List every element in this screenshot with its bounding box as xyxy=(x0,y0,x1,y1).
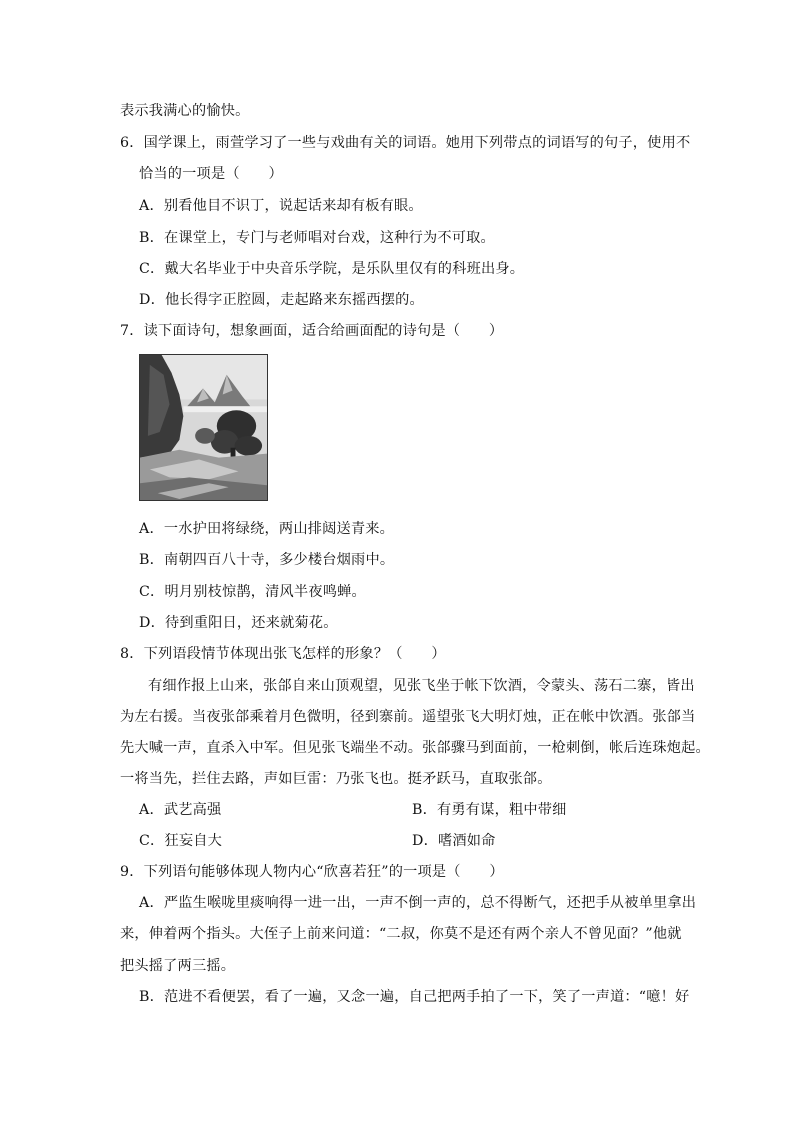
question-7-stem: 7．读下面诗句，想象画面，适合给画面配的诗句是（ ） xyxy=(120,323,504,339)
passage-line-2: 为左右援。当夜张郃乘着月色微明，径到寨前。遥望张飞大明灯烛，正在帐中饮酒。张郃当 xyxy=(120,709,696,725)
question-6-stem: 6．国学课上，雨萱学习了一些与戏曲有关的词语。她用下列带点的词语写的句子，使用不 xyxy=(120,135,691,151)
passage-line-3: 先大喊一声，直杀入中军。但见张飞端坐不动。张郃骤马到面前，一枪刺倒，帐后连珠炮起。 xyxy=(120,740,710,756)
question-9-stem: 9．下列语句能够体现人物内心“欣喜若狂”的一项是（ ） xyxy=(120,864,504,880)
question-6-option-a: A．别看他目不识丁，说起话来却有板有眼。 xyxy=(139,198,423,214)
question-6-stem-cont: 恰当的一项是（ ） xyxy=(139,166,283,182)
question-8-option-d: D．嗜酒如命 xyxy=(412,833,496,849)
question-6-option-b: B．在课堂上，专门与老师唱对台戏，这种行为不可取。 xyxy=(139,230,495,246)
question-8-stem: 8．下列语段情节体现出张飞怎样的形象？（ ） xyxy=(120,646,446,662)
passage-line-4: 一将当先，拦住去路，声如巨雷：乃张飞也。挺矛跃马，直取张郃。 xyxy=(120,771,552,787)
question-7-option-d: D．待到重阳日，还来就菊花。 xyxy=(139,615,338,631)
passage-line-1: 有细作报上山来，张郃自来山顶观望，见张飞坐于帐下饮酒，令蒙头、荡石二寨，皆出 xyxy=(148,678,695,694)
question-8-option-a: A．武艺高强 xyxy=(139,802,222,818)
question-8-option-c: C．狂妄自大 xyxy=(139,833,222,849)
question-8-option-b: B．有勇有谋，粗中带细 xyxy=(412,802,567,818)
continued-text-line: 表示我满心的愉快。 xyxy=(120,103,250,119)
landscape-painting-image xyxy=(139,354,268,501)
question-9-option-a-line-1: A．严监生喉咙里痰响得一进一出，一声不倒一声的，总不得断气，还把手从被单里拿出 xyxy=(139,895,697,911)
question-9-option-a-line-2: 来，伸着两个指头。大侄子上前来问道：“二叔，你莫不是还有两个亲人不曾见面？”他就 xyxy=(120,926,682,942)
question-7-option-a: A．一水护田将绿绕，两山排闼送青来。 xyxy=(139,521,395,537)
question-9-option-b-line-1: B．范进不看便罢，看了一遍，又念一遍，自己把两手拍了一下，笑了一声道：“噫！好 xyxy=(139,989,690,1005)
question-7-option-c: C．明月别枝惊鹊，清风半夜鸣蝉。 xyxy=(139,584,366,600)
question-7-option-b: B．南朝四百八十寺，多少楼台烟雨中。 xyxy=(139,552,395,568)
question-9-option-a-line-3: 把头摇了两三摇。 xyxy=(120,958,236,974)
question-6-option-c: C．戴大名毕业于中央音乐学院，是乐队里仅有的科班出身。 xyxy=(139,261,525,277)
question-6-option-d: D．他长得字正腔圆，走起路来东摇西摆的。 xyxy=(139,292,424,308)
